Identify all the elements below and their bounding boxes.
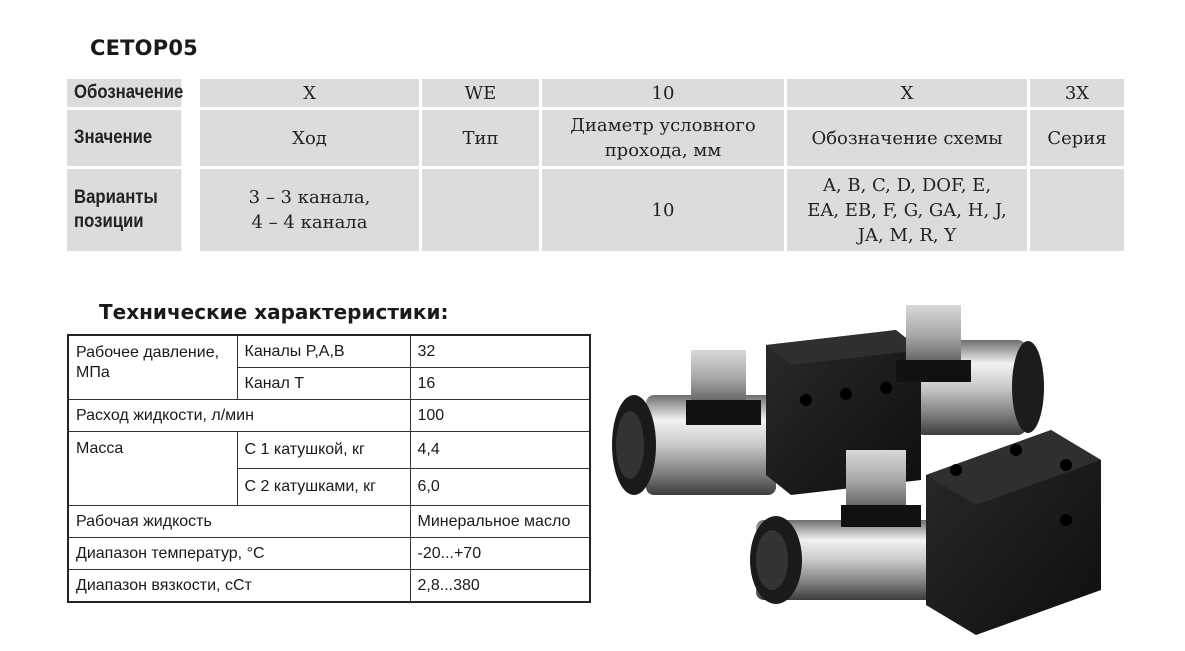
mass-label: Масса (68, 432, 237, 506)
code-cell (1030, 169, 1124, 251)
hdr-line-2: позиции (74, 211, 144, 232)
spec-row (68, 538, 590, 570)
page-title: CETOP05 (90, 36, 198, 60)
channels-pab-value: 32 (410, 335, 590, 368)
code-cell: 10 (542, 169, 784, 251)
code-row-variants (67, 169, 1124, 251)
variant-line-1: 3 – 3 канала, (248, 187, 371, 208)
fluid-value: Минеральное масло (410, 506, 590, 538)
row-header (67, 169, 181, 251)
code-cell: X (787, 79, 1027, 107)
spec-table (67, 334, 591, 603)
channel-t-value: 16 (410, 368, 590, 400)
code-row-meaning (67, 110, 1124, 166)
code-cell: 3X (1030, 79, 1124, 107)
scheme-line-1: A, B, C, D, DOF, E, (822, 174, 992, 196)
viscosity-label: Диапазон вязкости, сСт (68, 570, 410, 603)
code-cell (542, 110, 784, 166)
code-cell: X (200, 79, 419, 107)
coil2-value: 6,0 (410, 469, 590, 506)
flow-value: 100 (410, 400, 590, 432)
channels-pab-label: Каналы P,A,B (237, 335, 410, 368)
code-cell: Тип (422, 110, 539, 166)
fluid-label: Рабочая жидкость (68, 506, 410, 538)
diameter-line-1: Диаметр условного (570, 115, 756, 136)
code-cell (422, 169, 539, 251)
pressure-label (68, 335, 237, 400)
coil1-label: С 1 катушкой, кг (237, 432, 410, 469)
temp-value: -20...+70 (410, 538, 590, 570)
ordering-code-table (64, 76, 1127, 254)
tech-title: Технические характеристики: (99, 300, 449, 324)
temp-label: Диапазон температур, °С (68, 538, 410, 570)
code-cell: Серия (1030, 110, 1124, 166)
coil1-value: 4,4 (410, 432, 590, 469)
scheme-line-3: JA, M, R, Y (857, 224, 957, 246)
spec-row (68, 506, 590, 538)
code-cell: 10 (542, 79, 784, 107)
hdr-line-1: Варианты (74, 187, 158, 208)
spec-row (68, 335, 590, 368)
row-header: Обозначение (67, 79, 181, 107)
pressure-label-line-1: Рабочее давление, (76, 344, 220, 361)
diameter-line-2: прохода, мм (604, 140, 722, 161)
row-header: Значение (67, 110, 181, 166)
spec-row (68, 432, 590, 469)
spec-row (68, 400, 590, 432)
code-cell: WE (422, 79, 539, 107)
coil2-label: С 2 катушками, кг (237, 469, 410, 506)
channel-t-label: Канал T (237, 368, 410, 400)
scheme-line-2: EA, EB, F, G, GA, H, J, (807, 199, 1007, 221)
code-cell: Ход (200, 110, 419, 166)
viscosity-value: 2,8...380 (410, 570, 590, 603)
spec-row (68, 570, 590, 603)
code-cell: Обозначение схемы (787, 110, 1027, 166)
code-cell (787, 169, 1027, 251)
code-cell (200, 169, 419, 251)
code-row-designation (67, 79, 1124, 107)
pressure-label-line-2: МПа (76, 364, 110, 381)
flow-label: Расход жидкости, л/мин (68, 400, 410, 432)
variant-line-2: 4 – 4 канала (251, 212, 368, 233)
valve-product-image (596, 290, 1121, 635)
